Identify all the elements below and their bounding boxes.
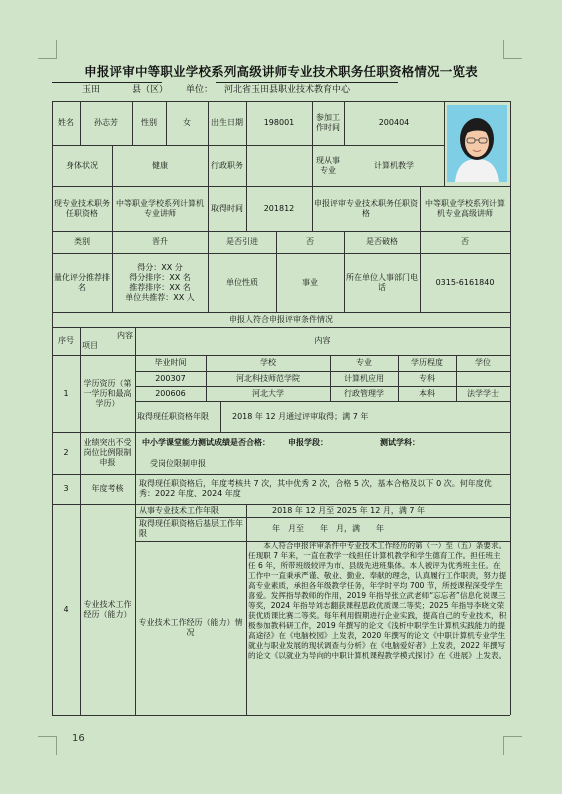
label-name: 姓名 [58,118,74,127]
exam-pass-label: 中小学课堂能力测试成绩是否合格： [142,437,270,447]
document-title: 申报评审中等职业学校系列高级讲师专业技术职务任职资格情况一览表 [84,64,478,79]
edu-header-degree: 学位 [475,358,491,367]
label-unit-nature: 单位性质 [226,277,258,287]
edu-2-level: 本科 [419,388,435,398]
label-promotion: 是否引进 [226,237,258,246]
portrait-image [447,105,507,182]
exam-line [140,432,508,453]
seq-1: 1 [63,388,69,398]
header-item-label: 项目 [82,341,98,350]
exam-stage-label: 申报学段： [288,437,328,447]
edu-2-time: 200606 [155,388,186,398]
edu-header-time: 毕业时间 [154,358,187,367]
item-assessment: 年度考核 [91,484,124,493]
seq-4: 4 [63,604,69,614]
value-unit-nature: 事业 [302,277,318,287]
label-obtained-years: 取得现任职资格年限 [137,411,209,421]
recommend-rank: 推荐排序：XX 名 [129,282,191,292]
assessment-text: 取得现任职资格后，年度考核共 7 次，其中优秀 2 次，合格 5 次，基本合格及以下 0 次。何年度优秀：2022 年度、2024 年度 [139,479,492,498]
conditions-header: 申报人符合申报评审条件情况 [229,314,333,324]
value-birth: 198001 [263,118,295,127]
score-value: 得分：XX 分 [137,262,183,272]
edu-1-level: 专科 [419,373,435,383]
label-engaged-years: 从事专业技术工作年限 [139,505,219,515]
score-rank: 得分排序：XX 名 [129,272,191,282]
label-hr-phone: 所在单位人事部门电话 [346,272,418,292]
value-breakthrough: 否 [461,237,469,246]
header-content: 内容 [314,336,331,345]
value-applying-title: 中等职业学校系列计算机专业高级讲师 [425,198,505,218]
edu-1-school: 河北科技师范学院 [236,373,300,383]
exam-restriction: 受岗位限制申报 [150,458,206,468]
item-education: 学历资历（第一学历和最高学历） [83,378,132,408]
edu-2-major: 行政管理学 [344,388,384,398]
value-base-years: 年 月至 年 月，满 年 [272,524,384,533]
label-current-major: 现从事专业 [316,155,340,175]
label-base-years: 取得现任职资格后基层工作年限 [139,519,243,538]
crop-mark-top-right [503,40,522,59]
value-current-title: 中等职业学校系列计算机专业讲师 [116,198,204,218]
label-score: 量化评分推荐排名 [54,272,110,292]
value-health: 健康 [152,160,168,170]
label-birth: 出生日期 [211,118,243,127]
label-applying-title: 申报评审专业技术职务任职资格 [314,198,418,218]
value-obtained-time: 201812 [263,203,295,213]
label-breakthrough: 是否破格 [366,237,398,246]
county-name: 玉田 [82,85,101,95]
edu-2-degree: 法学学士 [467,388,499,398]
value-hr-phone: 0315-6161840 [435,277,495,287]
exam-subject-label: 测试学科： [380,437,420,447]
value-gender: 女 [183,118,191,127]
edu-1-time: 200307 [155,373,186,383]
value-current-major: 计算机教学 [374,160,414,170]
item-exam: 业绩突出不受岗位比例限制申报 [83,438,132,467]
value-work-start: 200404 [378,118,410,127]
label-category: 类别 [74,237,90,246]
label-health: 身体状况 [66,160,98,170]
page-number: 16 [72,733,85,744]
edu-1-major: 计算机应用 [344,373,384,383]
header-content-diag: 内容 [117,331,133,340]
header-seq: 序号 [58,336,74,345]
value-name: 孙志芳 [94,118,118,127]
label-ability-detail: 专业技术工作经历（能力）情况 [138,618,243,637]
edu-1-degree [456,371,510,386]
edu-header-school: 学校 [260,358,276,367]
value-admin-post [246,145,312,186]
value-engaged-years: 2018 年 12 月至 2025 年 12 月，满 7 年 [272,505,426,515]
label-work-start: 参加工作时间 [316,113,340,132]
applicant-photo [447,105,507,182]
crop-mark-bottom-left [38,736,57,755]
label-gender: 性别 [141,118,157,127]
label-obtained-time: 取得时间 [211,203,243,213]
label-admin-post: 行政职务 [211,160,243,170]
value-category: 晋升 [152,237,168,246]
edu-header-major: 专业 [356,358,372,367]
edu-header-level: 学历程度 [411,358,443,367]
unit-label: 单位： [186,85,214,95]
crop-mark-top-left [38,40,57,59]
score-block [112,253,208,312]
seq-2: 2 [63,448,69,457]
seq-3: 3 [63,484,69,493]
label-current-title: 现专业技术职务任职资格 [54,198,110,218]
header-item [80,327,135,355]
unit-name: 河北省玉田县职业技术教育中心 [224,85,351,95]
crop-mark-bottom-right [503,736,522,755]
edu-2-school: 河北大学 [252,388,284,398]
recommend-total: 单位共推荐：XX 人 [125,292,195,302]
item-ability: 专业技术工作经历（能力） [83,599,132,619]
value-promotion: 否 [306,237,314,246]
ability-detail-text: 本人符合申报评审条件中专业技术工作经历的第（一）至（五）条要求。任现职 7 年来，一直在教学一线担任计算机教学和学生德育工作。担任班主任 6 年，所带班级较评为市、县级先进班集体。本人被评为优秀班主任。在工作中一直秉承严谨、敬业、勤业、奉献的理念，认真履行工作职责，努力提高专业素质，承担各年级教学任务，年学时平均 700 节，所授课程深受学生喜爱。发挥指导教师的作用，2019 年指导张立武老师“忘忘者”信息化说课三等奖，2024 年指导刘志翻获课程思政优质课二等奖；2025 年指导李晓文荣获优质课比赛二等奖。每年利用假期进行企业实践，提高自己的专业技术，积极参加教科研工作，2019 年撰写的论文《浅析中职学生计算机实践能力的提高途径》在《电脑校园》上发表，2020 年撰写的论文《中职计算机专业学生就业与职业发展的现状调查与分析》在《电脑爱好者》上发表，2022 年撰写的论文《以就业为导向的中职计算机课程教学模式探讨》在《进展》上发表。 [248,541,507,661]
value-obtained-years: 2018 年 12 月通过评审取得；满 7 年 [232,411,369,421]
county-suffix: 县（区） [132,85,169,95]
